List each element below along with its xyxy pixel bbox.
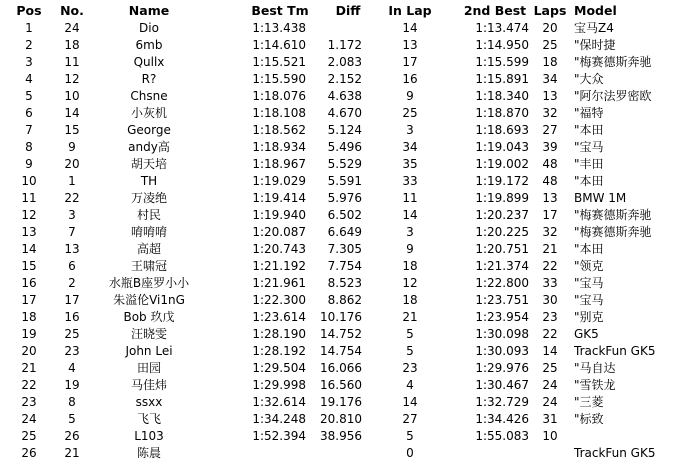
cell-best-time: 1:32.614 <box>252 394 306 409</box>
cell-pos: 22 <box>21 377 37 392</box>
cell-best-time: 1:21.961 <box>252 275 306 290</box>
table-row <box>0 411 700 428</box>
cell-name: 水瓶B座罗小小 <box>108 275 190 290</box>
cell-laps: 30 <box>542 292 558 307</box>
table-row <box>0 343 700 360</box>
cell-pos: 21 <box>21 360 37 375</box>
table-row <box>0 54 700 71</box>
cell-diff: 5.529 <box>327 156 362 171</box>
cell-diff <box>310 20 362 37</box>
cell-model: "阿尔法罗密欧 <box>574 88 652 103</box>
cell-no: 11 <box>64 54 80 69</box>
cell-in-lap: 21 <box>402 309 418 324</box>
cell-second-best: 1:19.172 <box>475 173 529 188</box>
cell-name: 田园 <box>136 360 161 375</box>
cell-best-time: 1:23.614 <box>252 309 306 324</box>
cell-no: 9 <box>68 139 76 154</box>
cell-second-best: 1:34.426 <box>475 411 529 426</box>
cell-best-time: 1:13.438 <box>252 20 306 35</box>
cell-in-lap: 12 <box>402 275 418 290</box>
cell-in-lap: 9 <box>406 88 414 103</box>
cell-name: 小灰机 <box>130 105 167 120</box>
table-row <box>0 360 700 377</box>
cell-second-best: 1:22.800 <box>475 275 529 290</box>
header-model: Model <box>574 3 617 18</box>
cell-pos: 26 <box>21 445 37 460</box>
cell-model: "梅赛德斯奔驰 <box>574 207 652 222</box>
cell-diff: 4.670 <box>327 105 362 120</box>
cell-second-best: 1:30.093 <box>475 343 529 358</box>
cell-best-time: 1:18.967 <box>252 156 306 171</box>
cell-diff: 14.752 <box>320 326 362 341</box>
cell-in-lap: 5 <box>406 428 414 443</box>
cell-model: "宝马 <box>574 139 604 154</box>
cell-in-lap: 35 <box>402 156 418 171</box>
cell-no: 13 <box>64 241 80 256</box>
cell-in-lap: 33 <box>402 173 418 188</box>
cell-in-lap: 14 <box>402 394 418 409</box>
cell-pos: 16 <box>21 275 37 290</box>
cell-best-time: 1:22.300 <box>252 292 306 307</box>
cell-laps: 48 <box>542 173 558 188</box>
cell-second-best: 1:29.976 <box>475 360 529 375</box>
cell-diff: 38.956 <box>320 428 362 443</box>
cell-laps: 27 <box>542 122 558 137</box>
cell-diff: 20.810 <box>320 411 362 426</box>
cell-diff: 8.523 <box>327 275 362 290</box>
table-row <box>0 377 700 394</box>
cell-model: "丰田 <box>574 156 604 171</box>
cell-pos: 18 <box>21 309 37 324</box>
cell-best-time: 1:18.076 <box>252 88 306 103</box>
cell-best-time: 1:19.940 <box>252 207 306 222</box>
header-best-time: Best Tm <box>251 3 309 18</box>
cell-best-time: 1:29.998 <box>252 377 306 392</box>
cell-in-lap: 14 <box>402 207 418 222</box>
cell-second-best: 1:15.599 <box>475 54 529 69</box>
cell-diff: 6.649 <box>327 224 362 239</box>
cell-laps: 13 <box>542 88 558 103</box>
cell-pos: 6 <box>25 105 33 120</box>
cell-pos: 10 <box>21 173 37 188</box>
cell-name: 村民 <box>136 207 161 222</box>
cell-name: Dio <box>139 20 159 35</box>
cell-laps: 14 <box>542 343 558 358</box>
cell-no: 16 <box>64 309 80 324</box>
table-row <box>0 241 700 258</box>
cell-second-best: 1:14.950 <box>475 37 529 52</box>
cell-in-lap: 16 <box>402 71 418 86</box>
cell-no: 15 <box>64 122 80 137</box>
cell-diff <box>310 445 362 462</box>
header-in-lap: In Lap <box>388 3 432 18</box>
cell-pos: 17 <box>21 292 37 307</box>
table-header <box>0 2 700 19</box>
cell-second-best <box>450 445 529 462</box>
cell-name: TH <box>140 173 158 188</box>
cell-no: 8 <box>68 394 76 409</box>
cell-no: 20 <box>64 156 80 171</box>
table-row <box>0 309 700 326</box>
cell-in-lap: 23 <box>402 360 418 375</box>
cell-pos: 11 <box>21 190 37 205</box>
cell-in-lap: 0 <box>406 445 414 460</box>
cell-in-lap: 13 <box>402 37 418 52</box>
table-row <box>0 275 700 292</box>
cell-name: Qullx <box>133 54 165 69</box>
cell-model: "别克 <box>574 309 604 324</box>
cell-no: 1 <box>68 173 76 188</box>
cell-no: 5 <box>68 411 76 426</box>
cell-second-best: 1:13.474 <box>475 20 529 35</box>
cell-second-best: 1:18.340 <box>475 88 529 103</box>
cell-no: 22 <box>64 190 80 205</box>
cell-in-lap: 5 <box>406 343 414 358</box>
cell-model: TrackFun GK5 <box>574 343 656 358</box>
cell-name: George <box>127 122 171 137</box>
cell-name: ssxx <box>135 394 163 409</box>
cell-diff: 19.176 <box>320 394 362 409</box>
cell-best-time: 1:20.743 <box>252 241 306 256</box>
cell-second-best: 1:23.954 <box>475 309 529 324</box>
table-row <box>0 71 700 88</box>
cell-model: "梅赛德斯奔驰 <box>574 54 652 69</box>
cell-model: "雪铁龙 <box>574 377 616 392</box>
cell-second-best: 1:32.729 <box>475 394 529 409</box>
table-row <box>0 292 700 309</box>
cell-pos: 24 <box>21 411 37 426</box>
cell-best-time: 1:18.934 <box>252 139 306 154</box>
table-row <box>0 190 700 207</box>
cell-diff: 10.176 <box>320 309 362 324</box>
cell-second-best: 1:30.098 <box>475 326 529 341</box>
cell-name: Bob 玖戊 <box>123 309 175 324</box>
cell-name: 汪晓雯 <box>130 326 167 341</box>
cell-pos: 13 <box>21 224 37 239</box>
cell-no: 23 <box>64 343 80 358</box>
cell-best-time: 1:34.248 <box>252 411 306 426</box>
cell-model: "马自达 <box>574 360 616 375</box>
cell-no: 19 <box>64 377 80 392</box>
cell-second-best: 1:15.891 <box>475 71 529 86</box>
cell-laps: 21 <box>542 241 558 256</box>
cell-second-best: 1:55.083 <box>475 428 529 443</box>
header-laps: Laps <box>533 3 567 18</box>
cell-model: "标致 <box>574 411 604 426</box>
cell-in-lap: 9 <box>406 241 414 256</box>
cell-diff: 5.591 <box>327 173 362 188</box>
cell-no: 21 <box>64 445 80 460</box>
cell-model: "福特 <box>574 105 604 120</box>
cell-diff: 4.638 <box>327 88 362 103</box>
cell-best-time: 1:28.190 <box>252 326 306 341</box>
cell-second-best: 1:20.225 <box>475 224 529 239</box>
cell-laps: 25 <box>542 360 558 375</box>
cell-laps: 39 <box>542 139 558 154</box>
cell-no: 18 <box>64 37 80 52</box>
cell-second-best: 1:19.899 <box>475 190 529 205</box>
cell-best-time: 1:19.029 <box>252 173 306 188</box>
cell-in-lap: 4 <box>406 377 414 392</box>
cell-name: 唷唷唷 <box>130 224 167 239</box>
cell-pos: 19 <box>21 326 37 341</box>
cell-laps: 48 <box>542 156 558 171</box>
cell-pos: 25 <box>21 428 37 443</box>
cell-model: "宝马 <box>574 292 604 307</box>
cell-best-time: 1:29.504 <box>252 360 306 375</box>
table-row <box>0 326 700 343</box>
cell-diff: 5.496 <box>327 139 362 154</box>
cell-no: 24 <box>64 20 80 35</box>
cell-laps: 22 <box>542 326 558 341</box>
table-row <box>0 394 700 411</box>
cell-laps: 13 <box>542 190 558 205</box>
header-diff: Diff <box>335 3 361 18</box>
cell-pos: 14 <box>21 241 37 256</box>
table-row <box>0 88 700 105</box>
cell-diff: 16.560 <box>320 377 362 392</box>
cell-no: 3 <box>68 207 76 222</box>
cell-in-lap: 3 <box>406 224 414 239</box>
cell-pos: 2 <box>25 37 33 52</box>
cell-no: 2 <box>68 275 76 290</box>
table-row <box>0 20 700 37</box>
cell-model: "本田 <box>574 122 604 137</box>
cell-diff: 7.305 <box>327 241 362 256</box>
cell-best-time: 1:28.192 <box>252 343 306 358</box>
cell-model: "保时捷 <box>574 37 616 52</box>
cell-pos: 23 <box>21 394 37 409</box>
header-pos: Pos <box>16 3 42 18</box>
cell-name: 6mb <box>135 37 163 52</box>
cell-best-time: 1:20.087 <box>252 224 306 239</box>
cell-no: 25 <box>64 326 80 341</box>
cell-laps: 17 <box>542 207 558 222</box>
cell-in-lap: 25 <box>402 105 418 120</box>
cell-diff: 5.976 <box>327 190 362 205</box>
cell-in-lap: 11 <box>402 190 418 205</box>
cell-diff: 14.754 <box>320 343 362 358</box>
cell-diff: 8.862 <box>327 292 362 307</box>
cell-best-time <box>226 445 306 462</box>
cell-name: 马佳炜 <box>130 377 167 392</box>
cell-in-lap: 18 <box>402 292 418 307</box>
cell-no: 6 <box>68 258 76 273</box>
table-row <box>0 428 700 445</box>
cell-no: 14 <box>64 105 80 120</box>
header-no: No. <box>60 3 84 18</box>
table-row <box>0 37 700 54</box>
cell-model: GK5 <box>574 326 599 341</box>
cell-model: "领克 <box>574 258 604 273</box>
cell-laps <box>530 445 570 462</box>
table-row <box>0 156 700 173</box>
cell-name: John Lei <box>125 343 173 358</box>
cell-in-lap: 14 <box>402 20 418 35</box>
cell-no: 17 <box>64 292 80 307</box>
cell-pos: 9 <box>25 156 33 171</box>
cell-diff: 7.754 <box>327 258 362 273</box>
cell-second-best: 1:19.043 <box>475 139 529 154</box>
cell-in-lap: 17 <box>402 54 418 69</box>
cell-laps: 23 <box>542 309 558 324</box>
table-row <box>0 224 700 241</box>
cell-model: "三菱 <box>574 394 604 409</box>
cell-name: R? <box>141 71 157 86</box>
cell-model: "大众 <box>574 71 604 86</box>
cell-in-lap: 3 <box>406 122 414 137</box>
cell-model: 宝马Z4 <box>574 20 614 35</box>
cell-second-best: 1:20.237 <box>475 207 529 222</box>
cell-second-best: 1:18.693 <box>475 122 529 137</box>
cell-no: 12 <box>64 71 80 86</box>
cell-name: 万凌绝 <box>130 190 167 205</box>
cell-name: 朱溢伦Vi1nG <box>113 292 185 307</box>
cell-no: 26 <box>64 428 80 443</box>
cell-pos: 1 <box>25 20 33 35</box>
cell-model: "本田 <box>574 173 604 188</box>
cell-laps: 34 <box>542 71 558 86</box>
cell-laps: 20 <box>542 20 558 35</box>
cell-laps: 24 <box>542 394 558 409</box>
cell-diff: 5.124 <box>327 122 362 137</box>
cell-no: 7 <box>68 224 76 239</box>
cell-model: "宝马 <box>574 275 604 290</box>
table-row <box>0 139 700 156</box>
cell-best-time: 1:18.562 <box>252 122 306 137</box>
cell-in-lap: 18 <box>402 258 418 273</box>
cell-laps: 10 <box>542 428 558 443</box>
table-row <box>0 207 700 224</box>
header-name: Name <box>128 3 170 18</box>
cell-diff: 1.172 <box>327 37 362 52</box>
cell-pos: 7 <box>25 122 33 137</box>
cell-model: TrackFun GK5 <box>574 445 656 460</box>
cell-name: andy高 <box>128 139 170 154</box>
cell-best-time: 1:15.521 <box>252 54 306 69</box>
cell-name: 王啸冠 <box>130 258 167 273</box>
table-row <box>0 258 700 275</box>
cell-laps: 18 <box>542 54 558 69</box>
cell-pos: 4 <box>25 71 33 86</box>
table-row <box>0 445 700 462</box>
header-second-best: 2nd Best <box>463 3 527 18</box>
cell-pos: 5 <box>25 88 33 103</box>
cell-no: 10 <box>64 88 80 103</box>
cell-laps: 22 <box>542 258 558 273</box>
cell-second-best: 1:18.870 <box>475 105 529 120</box>
cell-second-best: 1:21.374 <box>475 258 529 273</box>
cell-pos: 15 <box>21 258 37 273</box>
cell-best-time: 1:14.610 <box>252 37 306 52</box>
cell-laps: 32 <box>542 224 558 239</box>
cell-in-lap: 5 <box>406 326 414 341</box>
cell-second-best: 1:23.751 <box>475 292 529 307</box>
cell-in-lap: 27 <box>402 411 418 426</box>
table-row <box>0 122 700 139</box>
cell-laps: 24 <box>542 377 558 392</box>
cell-second-best: 1:20.751 <box>475 241 529 256</box>
cell-laps: 32 <box>542 105 558 120</box>
cell-pos: 3 <box>25 54 33 69</box>
table-row <box>0 105 700 122</box>
cell-diff: 6.502 <box>327 207 362 222</box>
cell-model: BMW 1M <box>574 190 627 205</box>
cell-best-time: 1:18.108 <box>252 105 306 120</box>
cell-laps: 25 <box>542 37 558 52</box>
cell-pos: 20 <box>21 343 37 358</box>
cell-name: 胡天培 <box>130 156 167 171</box>
table-row <box>0 173 700 190</box>
cell-pos: 12 <box>21 207 37 222</box>
cell-name: 陈晨 <box>136 445 161 460</box>
cell-name: 飞飞 <box>136 411 161 426</box>
cell-best-time: 1:15.590 <box>252 71 306 86</box>
cell-diff: 2.083 <box>327 54 362 69</box>
cell-model: "梅赛德斯奔驰 <box>574 224 652 239</box>
cell-best-time: 1:52.394 <box>252 428 306 443</box>
cell-second-best: 1:30.467 <box>475 377 529 392</box>
cell-second-best: 1:19.002 <box>475 156 529 171</box>
cell-pos: 8 <box>25 139 33 154</box>
cell-no: 4 <box>68 360 76 375</box>
cell-name: Chsne <box>130 88 168 103</box>
cell-best-time: 1:19.414 <box>252 190 306 205</box>
cell-laps: 33 <box>542 275 558 290</box>
cell-diff: 16.066 <box>320 360 362 375</box>
cell-laps: 31 <box>542 411 558 426</box>
cell-name: 高超 <box>136 241 161 256</box>
cell-diff: 2.152 <box>327 71 362 86</box>
cell-model <box>574 428 698 445</box>
cell-in-lap: 34 <box>402 139 418 154</box>
cell-best-time: 1:21.192 <box>252 258 306 273</box>
cell-model: "本田 <box>574 241 604 256</box>
cell-name: L103 <box>134 428 164 443</box>
